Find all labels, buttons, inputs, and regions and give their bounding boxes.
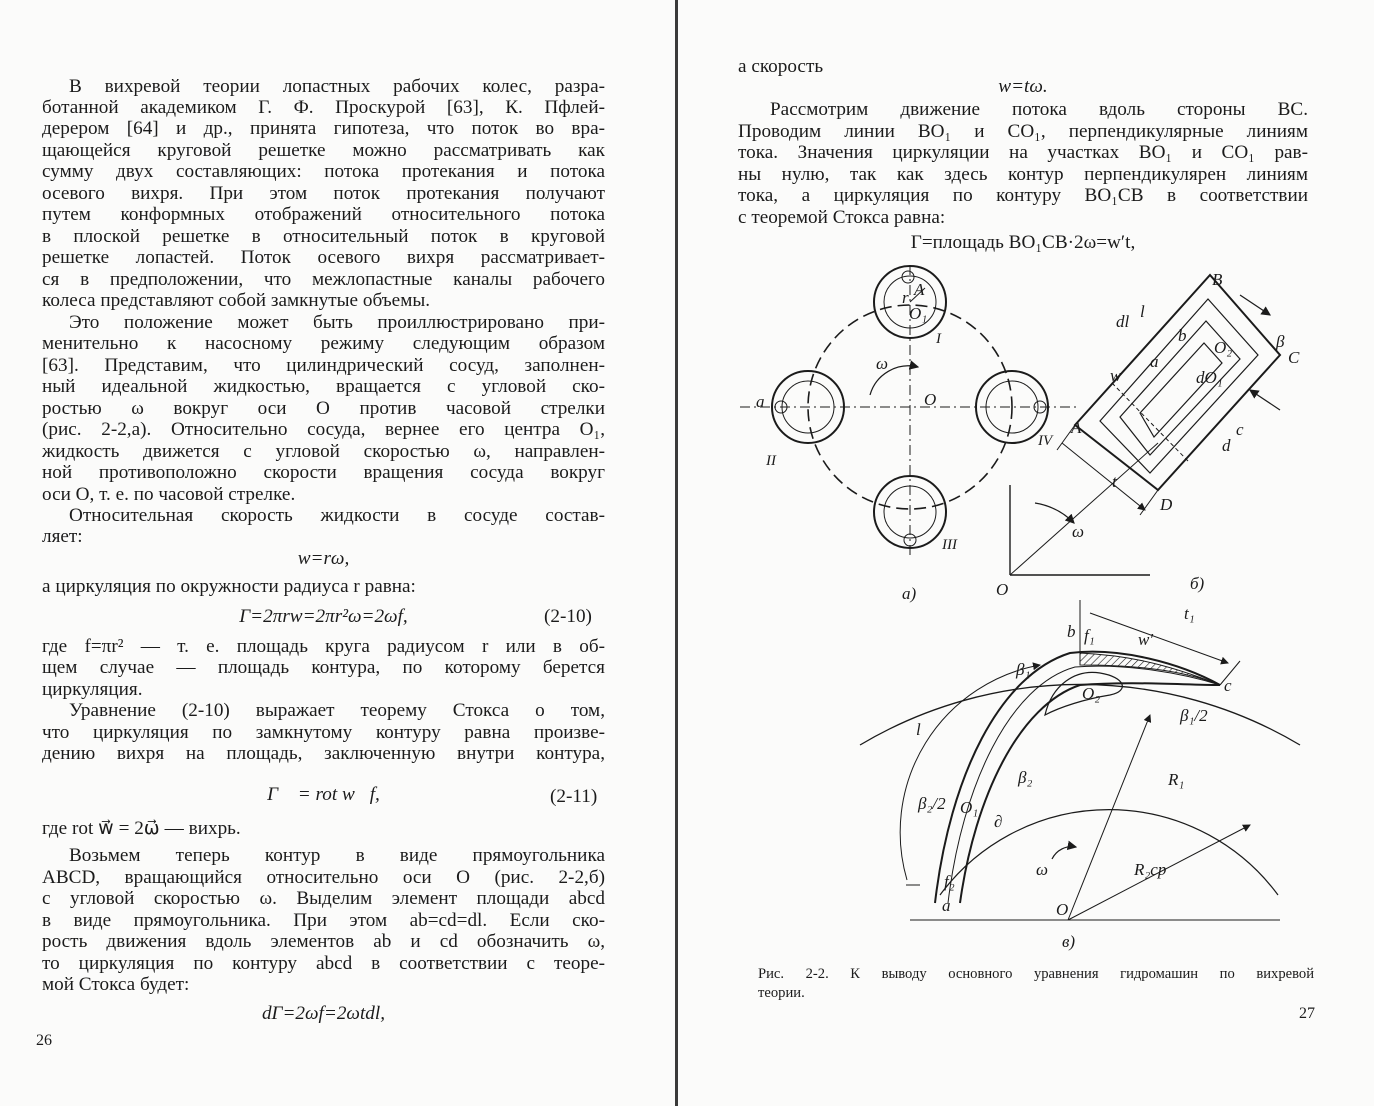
label: O₂ [1214,338,1233,357]
figure-caption: Рис. 2-2. К выводу основного уравнения гидромашин по вихревой [758,966,1314,982]
formula: dΓ=2ωf=2ωtdl, [261,1003,386,1024]
label: I [936,331,941,347]
subfigure-label-b: б) [1190,574,1205,593]
label: b [1067,622,1076,641]
label: O [1056,900,1069,919]
text-line: рость движения вдоль элементов ab и cd обозначить ω, [42,931,605,952]
label: IV [1038,433,1053,449]
formula: Γ=площадь BO₁CB·2ω=w′t, [910,232,1136,253]
text-line: а скорость [738,56,824,77]
label: d [1222,436,1231,455]
label: ∂ [994,812,1003,831]
label: l [916,720,921,739]
left-page [0,0,676,1106]
subfigure-label-a: а) [902,584,917,603]
formula: Γ⃗ = rot w⃗f, [267,784,380,805]
label: f₁ [1084,626,1095,645]
label: A [1071,418,1082,437]
label: a [756,392,765,411]
text-line: дерером [64] и др., принята гипотеза, что поток во вра- [42,118,605,139]
text-line: где rot w⃗ = 2ω⃗ — вихрь. [42,818,241,839]
text-line: Рассмотрим движение потока вдоль стороны BC. [770,99,1308,120]
text-line: (рис. 2-2,а). Относительно сосуда, вернее его центра O₁, [42,419,605,440]
label: β₂ [1018,768,1033,787]
label: t [1112,472,1117,491]
label: r [902,288,909,307]
label: D [1160,495,1173,514]
text-line: ны нулю, так как здесь контур перпендикулярен линиям [738,164,1308,185]
text-line: с угловой скоростью ω. Выделим элемент площади abcd [42,888,605,909]
equation-number: (2-10) [544,606,592,627]
text-line: ной противоположно скорости вращения сосуда вокруг [42,462,605,483]
text-line: а циркуляция по окружности радиуса r равна: [42,576,416,597]
label: ω [876,354,889,373]
text-line: ляет: [42,526,83,547]
label: β [1276,332,1285,351]
label: β₂/2 [918,794,946,813]
label: R₁ [1168,770,1185,789]
text-line: Уравнение (2-10) выражает теорему Стокса о том, [69,700,605,721]
label: t₁ [1184,604,1195,623]
label: β₁ [1016,660,1031,679]
label: III [942,537,957,553]
right-page [680,0,1374,1106]
label: β₁/2 [1180,706,1208,725]
label: O₁ [960,798,979,817]
text-line: в плоской решетке в относительный поток в круговой [42,226,605,247]
figure-2-2 [680,255,1374,955]
text-line: жидкость движется с угловой скоростью ω, направлен- [42,441,605,462]
text-line: то циркуляция по контуру abcd в соответствии с теоре- [42,953,605,974]
diagram-c [860,600,1300,951]
text-line: тока. Значения циркуляции на участках BO₁ и CO₁ рав- [738,142,1308,163]
label: a [1150,352,1159,371]
formula: w=tω. [998,76,1048,97]
label: dl [1116,312,1130,331]
text-line: дению вихря на площадь, заключенную внутри контура, [42,743,605,764]
text-line: тока, а циркуляция по контуру BO₁CB в соответствии [738,185,1308,206]
text-line: ABCD, вращающийся относительно оси O (рис. 2-2,б) [42,867,605,888]
text-line: Относительная скорость жидкости в сосуде состав- [69,505,605,526]
label: ω [1072,522,1085,541]
text-line: ростью ω вокруг оси O против часовой стрелки [42,398,605,419]
label: f₂ [944,872,955,891]
text-line: что циркуляция по замкнутому контуру равна произве- [42,722,605,743]
text-line: колеса представляют собой замкнутые объемы. [42,290,431,311]
text-line: циркуляция. [42,679,143,700]
label: O₂ [1082,684,1101,703]
label: B [1212,270,1223,289]
text-line: ный идеальной жидкостью, вращается с угловой ско- [42,376,605,397]
label: ω [1036,860,1049,879]
equation-number: (2-11) [550,786,598,807]
text-line: ботанной академиком Г. Ф. Проскурой [63], К. Пфлей- [42,97,605,118]
label: O [996,580,1009,599]
text-line: Возьмем теперь контур в виде прямоугольника [69,845,605,866]
text-line: щающейся круговой решетке можно рассматривать как [42,140,605,161]
page-number: 27 [1299,1005,1315,1022]
text-line: сумму двух составляющих: потока протекания и потока [42,161,605,182]
label: c [1236,420,1244,439]
text-line: оси O, т. е. по часовой стрелке. [42,484,296,505]
text-line: менительно к насосному режиму следующим образом [42,333,605,354]
label: b [1178,326,1187,345]
text-line: ся в предположении, что межлопастные каналы рабочего [42,269,605,290]
text-line: В вихревой теории лопастных рабочих колес, разра- [69,76,605,97]
label: O [924,390,937,409]
formula: w=rω, [297,548,350,569]
text-line: [63]. Представим, что цилиндрический сосуд, заполнен- [42,355,605,376]
text-line: Это положение может быть проиллюстрировано при- [69,312,605,333]
figure-caption: теории. [758,985,805,1001]
subfigure-label-c: в) [1062,932,1076,951]
text-line: щем случае — площадь контура, по которому берется [42,657,605,678]
formula: Γ=2πrw=2πr²ω=2ωf, [239,606,408,627]
diagram-a [740,265,1080,603]
label: O₁ [909,304,928,323]
text-line: Проводим линии BO₁ и CO₁, перпендикулярные линиям [738,121,1308,142]
text-line: путем конформных отображений относительного потока [42,204,605,225]
label: II [766,453,776,469]
label: R₂ср [1134,860,1167,879]
text-line: мой Стокса будет: [42,974,190,995]
page-number: 26 [36,1032,52,1049]
book-spine [675,0,678,1106]
label: a [942,896,951,915]
label: w [1110,366,1122,385]
label: c [1224,676,1232,695]
text-line: осевого вихря. При этом поток протекания получают [42,183,605,204]
label: l [1140,302,1145,321]
label: C [1288,348,1300,367]
label: w′ [1138,630,1154,649]
text-line: в виде прямоугольника. При этом ab=cd=dl. Если ско- [42,910,605,931]
label: A [914,280,925,299]
text-line: решетке лопастей. Поток осевого вихря рассматривает- [42,247,605,268]
text-line: где f=πr² — т. е. площадь круга радиусом r или в об- [42,636,605,657]
label: dO₁ [1196,368,1223,387]
text-line: с теоремой Стокса равна: [738,207,946,228]
